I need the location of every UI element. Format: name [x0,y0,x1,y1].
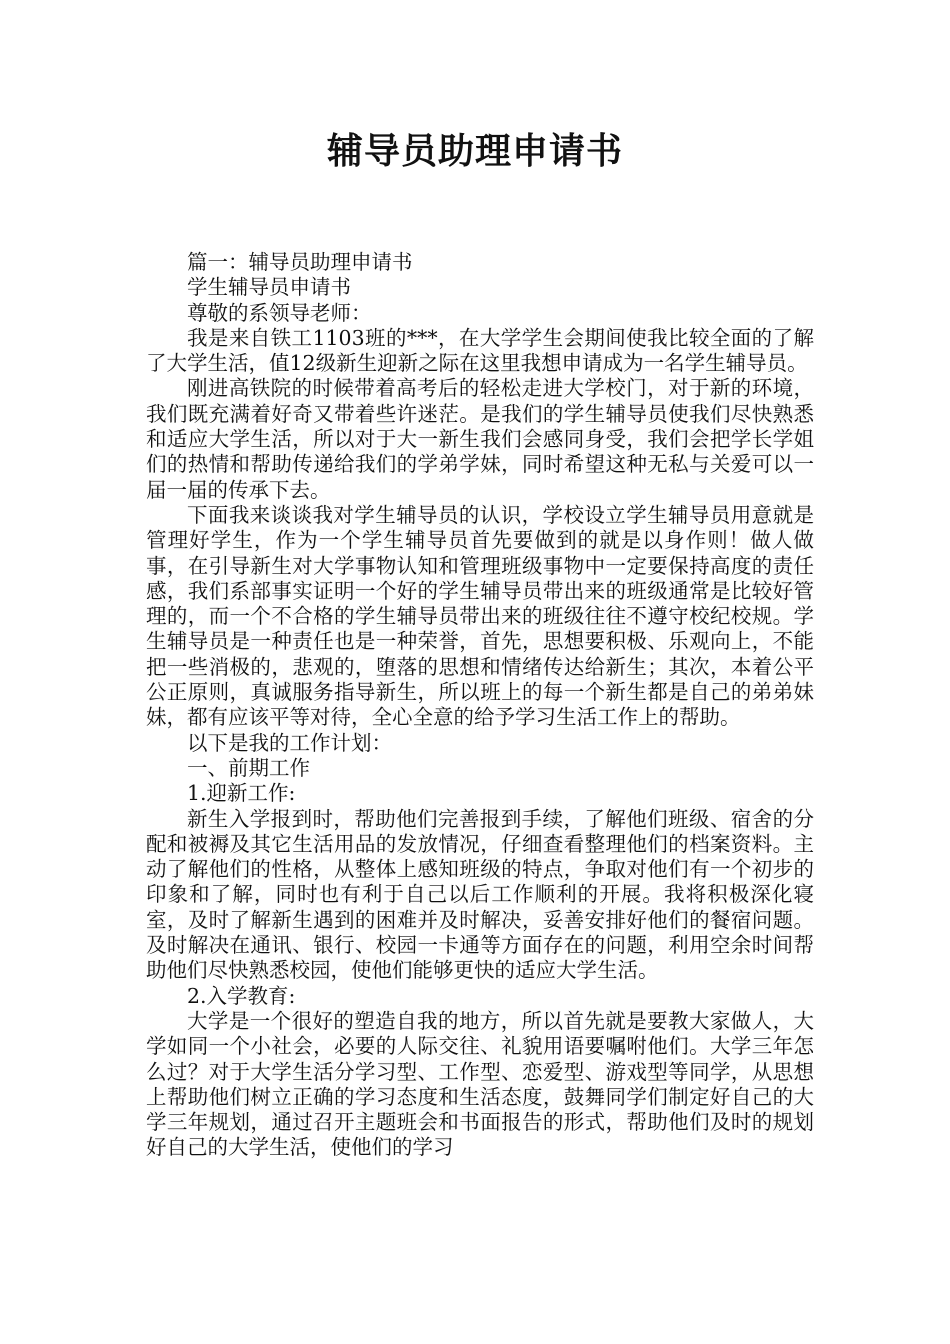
salutation: 尊敬的系领导老师： [187,300,372,325]
paragraph-intro: 我是来自铁工1103班的***，在大学学生会期间使我比较全面的了解了大学生活，值12级新生迎新之际在这里我想申请成为一名学生辅导员。 [146,325,814,376]
paragraph-understanding: 下面我来谈谈我对学生辅导员的认识，学校设立学生辅导员用意就是管理好学生，作为一个学生辅导员首先要做到的就是以身作则！做人做事，在引导新生对大学事物认知和管理班级事物中一定要保持高度的责任感，我们系部事实证明一个好的学生辅导员带出来的班级通常是比较好管理的，而一个不合格的学生辅导员带出来的班级往往不遵守校纪校规。学生辅导员是一种责任也是一种荣誉，首先，思想要积极、乐观向上，不能把一些消极的，悲观的，堕落的思想和情绪传达给新生；其次，本着公平公正原则，真诚服务指导新生，所以班上的每一个新生都是自己的弟弟妹妹，都有应该平等对待，全心全意的给予学习生活工作上的帮助。 [146,502,814,730]
paragraph-welcome-work: 新生入学报到时，帮助他们完善报到手续，了解他们班级、宿舍的分配和被褥及其它生活用品的发放情况，仔细查看整理他们的档案资料。主动了解他们的性格，从整体上感知班级的特点，争取对他们有一个初步的印象和了解，同时也有利于自己以后工作顺利的开展。我将积极深化寝室，及时了解新生遇到的困难并及时解决，妥善安排好他们的餐宿问题。及时解决在通讯、银行、校园一卡通等方面存在的问题，利用空余时间帮助他们尽快熟悉校园，使他们能够更快的适应大学生活。 [146,806,814,983]
document-body [146,250,814,1161]
section-heading: 篇一：辅导员助理申请书 [187,250,413,274]
paragraph-orientation: 大学是一个很好的塑造自我的地方，所以首先就是要教大家做人，大学如同一个小社会，必要的人际交往、礼貌用语要嘱咐他们。大学三年怎么过？对于大学生活分学习型、工作型、恋爱型、游戏型等同学，从思想上帮助他们树立正确的学习态度和生活态度，鼓舞同学们制定好自己的大学三年规划，通过召开主题班会和书面报告的形式，帮助他们及时的规划好自己的大学生活，使他们的学习 [146,1008,814,1160]
paragraph-experience: 刚进高铁院的时候带着高考后的轻松走进大学校门，对于新的环境，我们既充满着好奇又带着些许迷茫。是我们的学生辅导员使我们尽快熟悉和适应大学生活，所以对于大一新生我们会感同身受，我们会把学长学姐们的热情和帮助传递给我们的学弟学妹，同时希望这种无私与关爱可以一届一届的传承下去。 [146,376,814,502]
document-title: 辅导员助理申请书 [326,131,623,172]
plan-item-heading: 1.迎新工作: [187,781,296,806]
letter-title: 学生辅导员申请书 [187,275,351,300]
plan-item-heading: 2.入学教育: [187,983,296,1008]
plan-section-heading: 一、前期工作 [187,755,310,780]
plan-heading: 以下是我的工作计划： [187,730,392,755]
